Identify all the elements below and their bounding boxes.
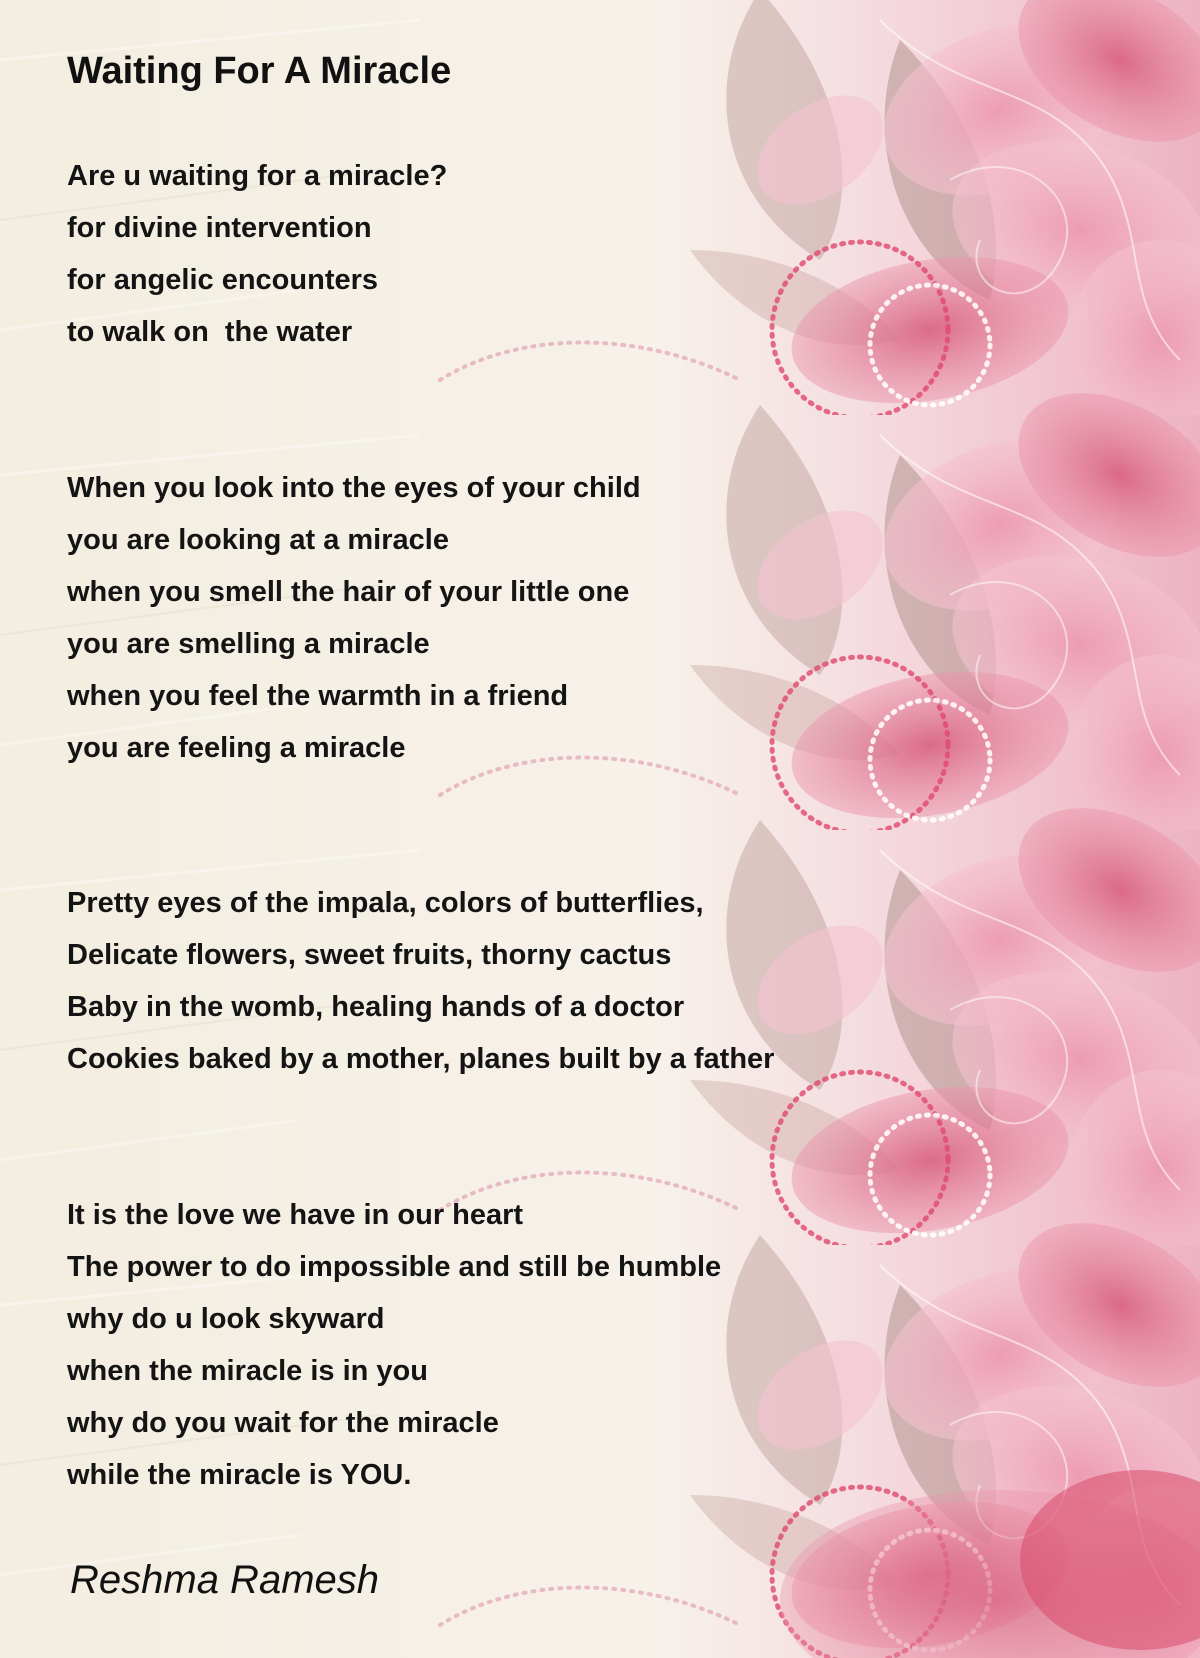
poem-line: for divine intervention xyxy=(67,212,372,244)
poem-author: Reshma Ramesh xyxy=(70,1558,380,1602)
poem-line: you are feeling a miracle xyxy=(67,732,406,764)
poem-line: Are u waiting for a miracle? xyxy=(67,160,448,192)
poem-line: Cookies baked by a mother, planes built by a father xyxy=(67,1043,775,1075)
poem-line: It is the love we have in our heart xyxy=(67,1199,524,1231)
poem-line: When you look into the eyes of your child xyxy=(67,472,641,504)
poem-line: why do you wait for the miracle xyxy=(67,1407,499,1439)
poem-line: you are looking at a miracle xyxy=(67,524,449,556)
stanza xyxy=(67,877,774,1085)
poem-line: when you smell the hair of your little one xyxy=(67,576,630,608)
poem-line: Delicate flowers, sweet fruits, thorny cactus xyxy=(67,939,672,971)
poem-line: for angelic encounters xyxy=(67,264,379,296)
poem-line: Pretty eyes of the impala, colors of butterflies, xyxy=(67,887,704,919)
poem-line: you are smelling a miracle xyxy=(67,628,430,660)
stanza xyxy=(67,1189,721,1501)
stanza xyxy=(67,462,641,774)
stanza xyxy=(67,150,447,358)
poem-line: when you feel the warmth in a friend xyxy=(67,680,569,712)
poem-line: why do u look skyward xyxy=(67,1303,385,1335)
poem-line: The power to do impossible and still be humble xyxy=(67,1251,722,1283)
poem-line: when the miracle is in you xyxy=(67,1355,428,1387)
poem-title: Waiting For A Miracle xyxy=(67,50,452,92)
poem-line: while the miracle is YOU. xyxy=(67,1459,412,1491)
poem-line: to walk on the water xyxy=(67,316,353,348)
poem-line: Baby in the womb, healing hands of a doctor xyxy=(67,991,685,1023)
